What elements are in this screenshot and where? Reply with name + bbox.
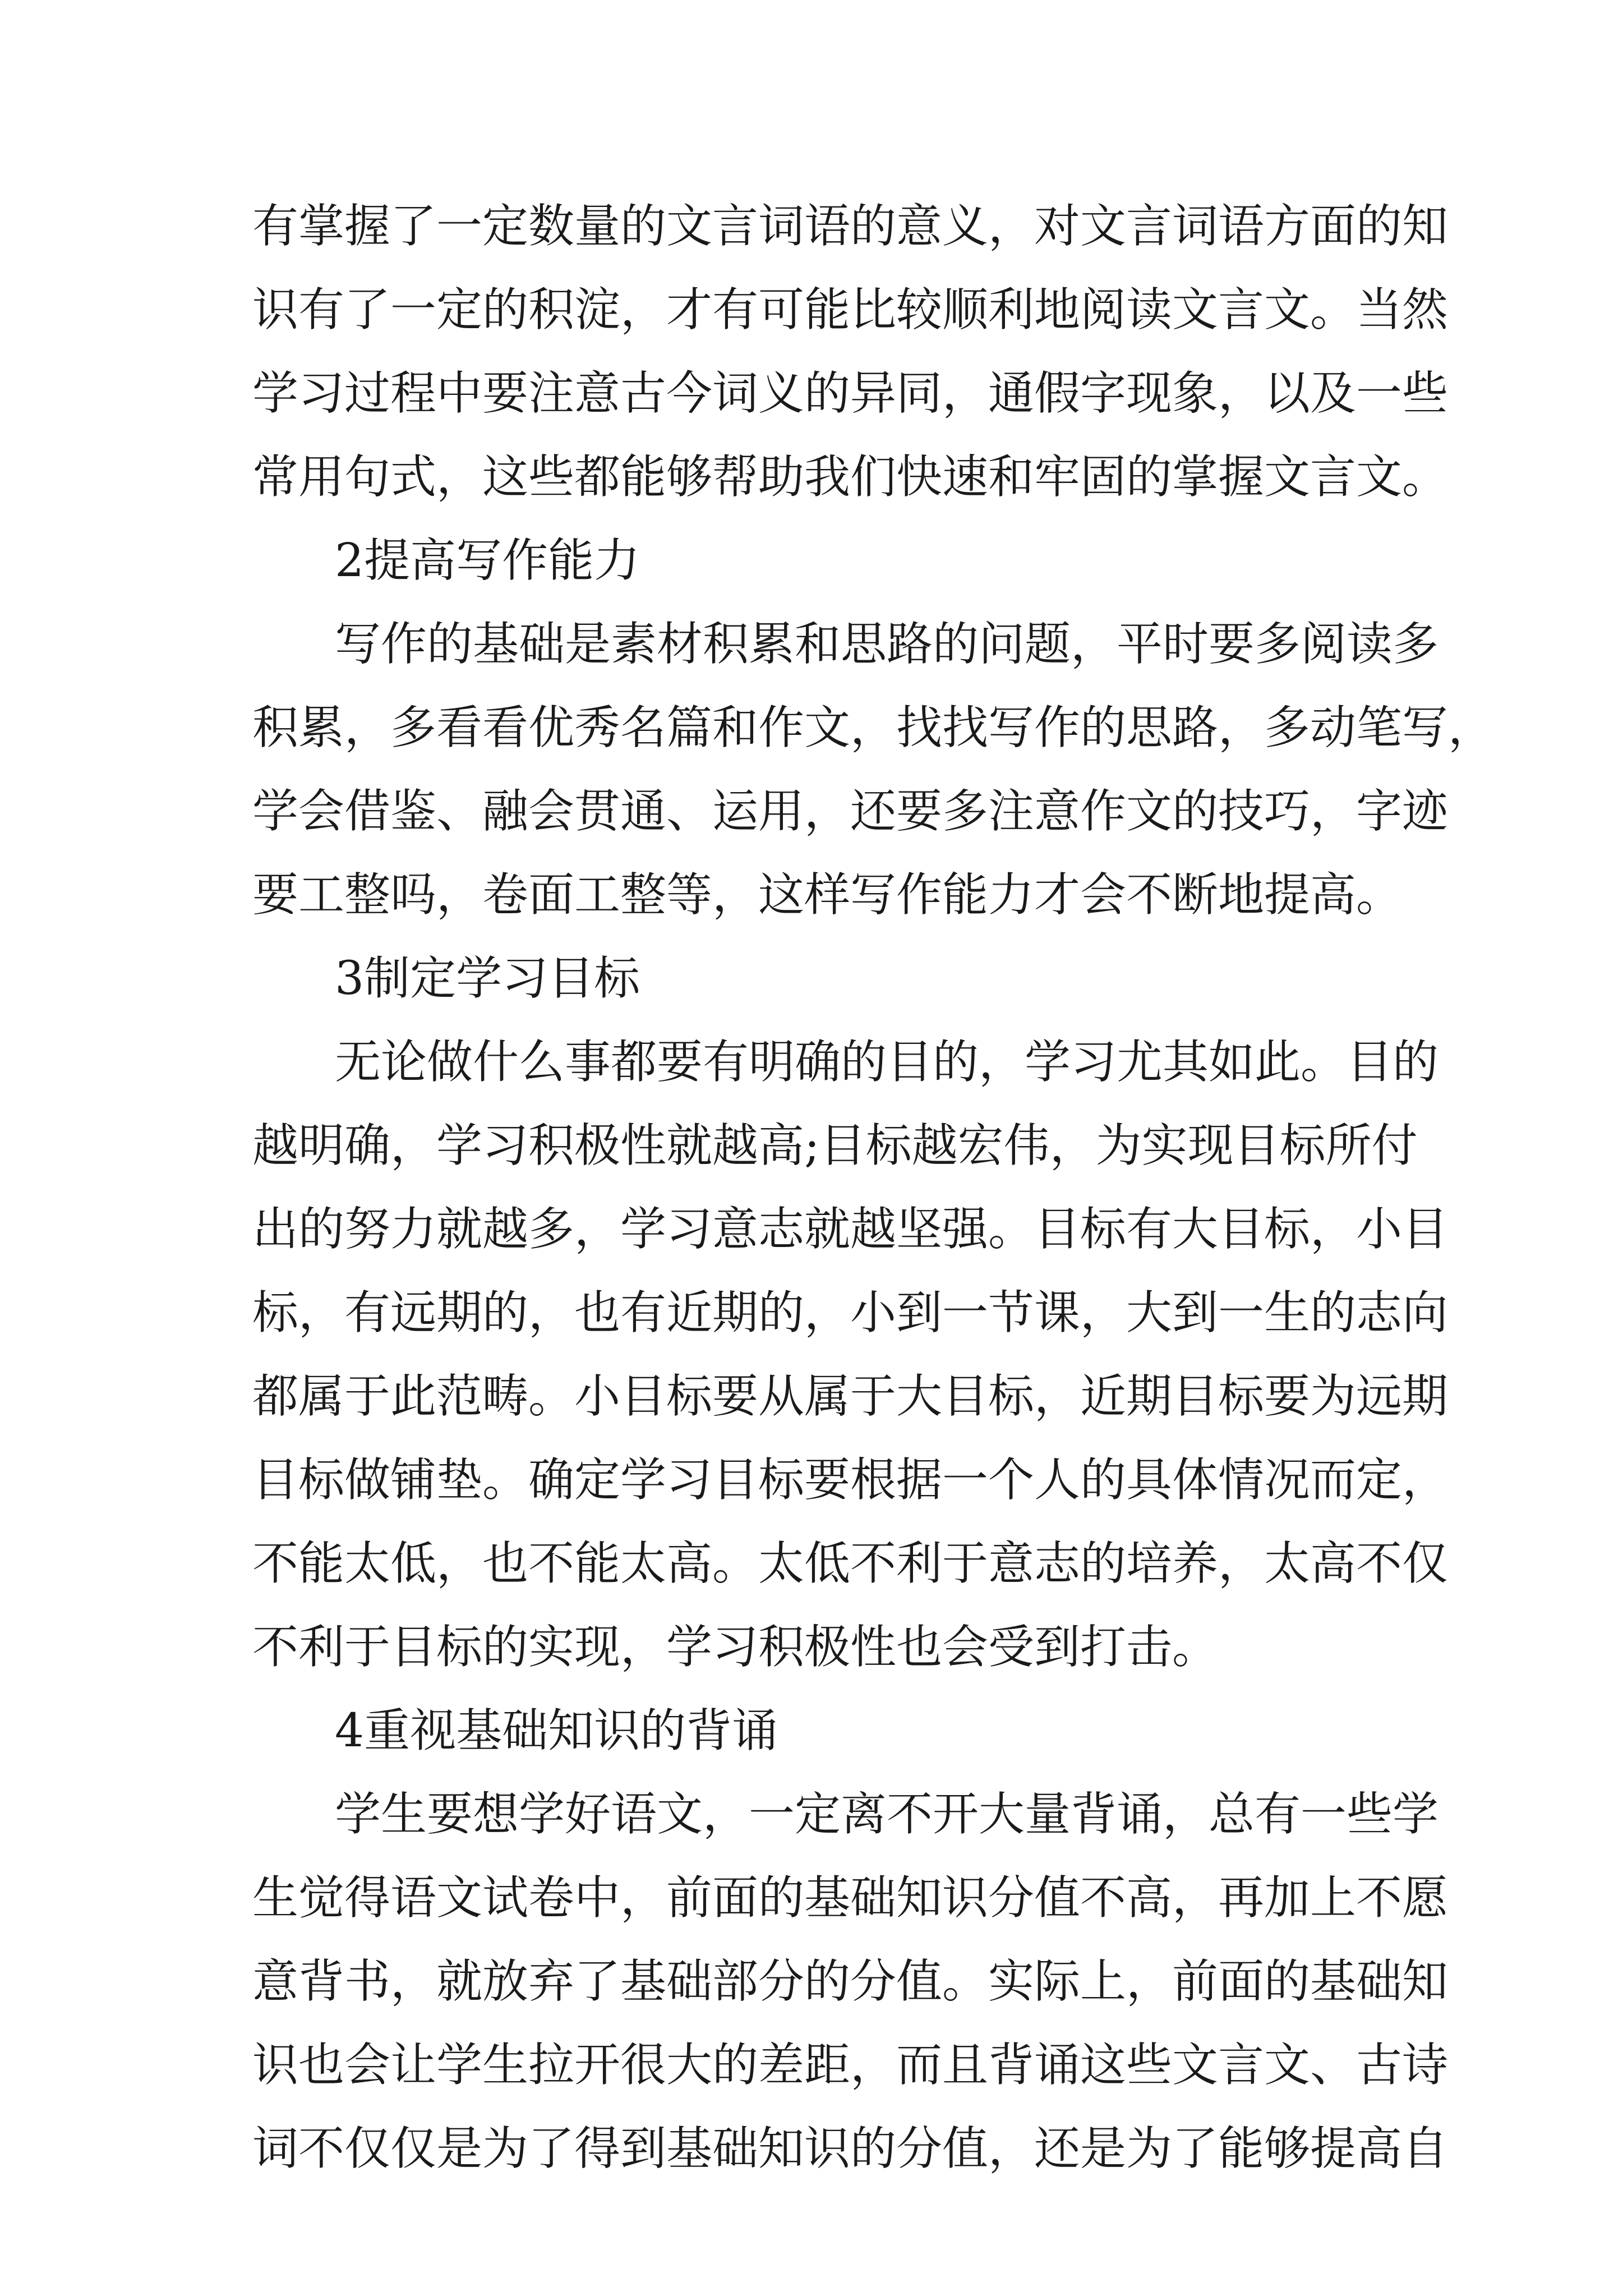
section-heading: 2提高写作能力 xyxy=(335,534,640,587)
text-line: 目标做铺垫。确定学习目标要根据一个人的具体情况而定， xyxy=(252,1453,1449,1507)
section-heading: 3制定学习目标 xyxy=(335,952,640,1005)
text-line: 不能太低，也不能太高。太低不利于意志的培养，太高不仅 xyxy=(252,1537,1449,1590)
text-line: 都属于此范畴。小目标要从属于大目标，近期目标要为远期 xyxy=(252,1370,1449,1423)
text-line: 无论做什么事都要有明确的目的，学习尤其如此。目的 xyxy=(335,1036,1439,1089)
text-line: 学生要想学好语文，一定离不开大量背诵，总有一些学 xyxy=(335,1788,1439,1841)
section-heading: 4重视基础知识的背诵 xyxy=(335,1704,778,1757)
text-line: 写作的基础是素材积累和思路的问题，平时要多阅读多 xyxy=(335,618,1439,671)
text-line: 不利于目标的实现，学习积极性也会受到打击。 xyxy=(252,1621,1219,1674)
text-line: 越明确，学习积极性就越高;目标越宏伟，为实现目标所付 xyxy=(252,1119,1418,1172)
text-line: 词不仅仅是为了得到基础知识的分值，还是为了能够提高自 xyxy=(252,2122,1449,2175)
text-line: 有掌握了一定数量的文言词语的意义，对文言词语方面的知 xyxy=(252,200,1449,253)
text-line: 出的努力就越多，学习意志就越坚强。目标有大目标，小目 xyxy=(252,1203,1449,1256)
text-line: 学会借鉴、融会贯通、运用，还要多注意作文的技巧，字迹 xyxy=(252,785,1449,838)
text-line: 积累，多看看优秀名篇和作文，找找写作的思路，多动笔写， xyxy=(252,701,1495,754)
text-line: 生觉得语文试卷中，前面的基础知识分值不高，再加上不愿 xyxy=(252,1871,1449,1925)
text-line: 意背书，就放弃了基础部分的分值。实际上，前面的基础知 xyxy=(252,1955,1449,2008)
text-line: 识有了一定的积淀，才有可能比较顺利地阅读文言文。当然 xyxy=(252,283,1449,337)
text-line: 要工整吗，卷面工整等，这样写作能力才会不断地提高。 xyxy=(252,868,1403,922)
text-line: 标，有远期的，也有近期的，小到一节课，大到一生的志向 xyxy=(252,1286,1449,1340)
text-line: 识也会让学生拉开很大的差距，而且背诵这些文言文、古诗 xyxy=(252,2039,1449,2092)
text-line: 常用句式，这些都能够帮助我们快速和牢固的掌握文言文。 xyxy=(252,450,1449,504)
text-line: 学习过程中要注意古今词义的异同，通假字现象，以及一些 xyxy=(252,367,1449,420)
